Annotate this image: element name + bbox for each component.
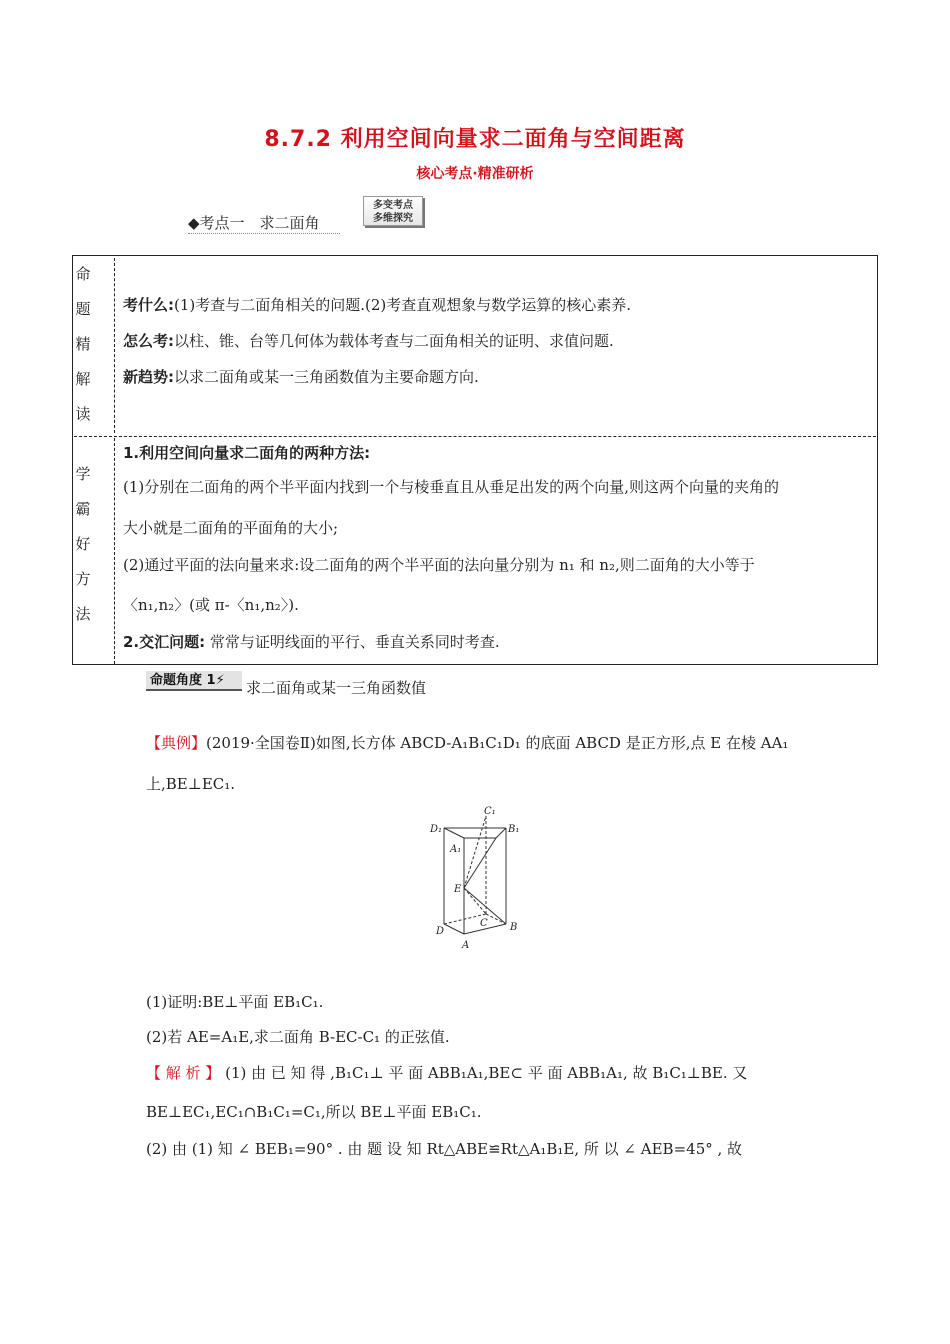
solution-line-3: (2) 由 (1) 知 ∠ BEB₁=90° . 由 题 设 知 Rt△ABE≌Rt△A₁B₁E, 所 以 ∠ AEB=45° , 故 [146,1140,743,1158]
row1-line-1 [123,295,631,315]
angle-tag [146,671,242,691]
row2-heading-2 [123,632,500,652]
row2-label [72,457,94,632]
label-bold: 考什么: [123,296,174,314]
section-badge [363,196,423,226]
example-line-1 [146,733,788,753]
page-title: 8.7.2 利用空间向量求二面角与空间距离 [264,127,686,152]
row1-line-2 [123,331,614,351]
page-subtitle: 核心考点·精准研析 [416,166,534,182]
line-text: (1)考查与二面角相关的问题.(2)考查直观想象与数学运算的核心素养. [174,296,632,314]
line-text: 常常与证明线面的平行、垂直关系同时考查. [205,633,500,651]
line-text: 以柱、锥、台等几何体为载体考查与二面角相关的证明、求值问题. [174,332,614,350]
solution-tag: 【 解 析 】 [146,1064,221,1082]
table-divider [114,438,115,664]
label-char: 题 [75,300,91,318]
example-text: (2019·全国卷Ⅱ)如图,长方体 ABCD-A₁B₁C₁D₁ 的底面 ABCD 是正方形,点 E 在棱 AA₁ [206,734,789,752]
badge-line-2: 多维探究 [373,213,413,224]
question-2: (2)若 AE=A₁E,求二面角 B-EC-C₁ 的正弦值. [146,1028,450,1046]
label-E: E [454,884,462,895]
row1-line-3 [123,367,479,387]
lightning-icon: ⚡ [215,673,225,688]
row1-label [72,257,94,432]
label-bold: 怎么考: [123,332,174,350]
table-divider [114,258,115,433]
line-text: 以求二面角或某一三角函数值为主要命题方向. [174,368,479,386]
angle-text: 求二面角或某一三角函数值 [246,679,427,697]
example-line-2: 上,BE⊥EC₁. [146,775,236,793]
badge-line-1: 多变考点 [373,200,413,211]
label-char: 霸 [75,500,91,518]
solution-line-1 [146,1063,806,1083]
label-bold: 新趋势: [123,368,174,386]
cuboid-figure [428,806,528,956]
label-D1: D₁ [430,824,443,835]
question-1: (1)证明:BE⊥平面 EB₁C₁. [146,993,324,1011]
label-char: 法 [75,605,91,623]
label-bold: 2.交汇问题: [123,633,206,651]
label-char: 解 [75,370,91,388]
table-row-divider [74,436,876,437]
label-C1: C₁ [484,806,496,817]
label-char: 学 [75,465,91,483]
label-char: 读 [75,405,91,423]
label-C: C [480,918,488,929]
row2-para-2b: 〈n₁,n₂〉(或 π-〈n₁,n₂〉). [123,596,299,614]
label-A1: A₁ [450,844,462,855]
example-tag: 【典例】 [146,734,207,752]
angle-tag-label: 命题角度 1 [150,673,216,688]
label-D: D [436,926,445,937]
label-B: B [510,922,518,933]
section-heading: ◆考点一 求二面角 [188,212,340,234]
row2-para-2a: (2)通过平面的法向量来求:设二面角的两个半平面的法向量分别为 n₁ 和 n₂,则二面角的大小等于 [123,556,755,574]
row2-para-1b: 大小就是二面角的平面角的大小; [123,519,339,537]
solution-text: (1) 由 已 知 得 ,B₁C₁⊥ 平 面 ABB₁A₁,BE⊂ 平 面 ABB₁A₁, 故 B₁C₁⊥BE. 又 [225,1064,748,1082]
label-A: A [462,940,470,951]
solution-line-2: BE⊥EC₁,EC₁∩B₁C₁=C₁,所以 BE⊥平面 EB₁C₁. [146,1103,482,1121]
label-char: 命 [75,265,91,283]
row2-para-1a: (1)分别在二面角的两个半平面内找到一个与棱垂直且从垂足出发的两个向量,则这两个向量的夹角的 [123,478,780,496]
label-char: 精 [75,335,91,353]
label-char: 方 [75,570,91,588]
label-B1: B₁ [508,824,520,835]
label-char: 好 [75,535,91,553]
row2-heading-1: 1.利用空间向量求二面角的两种方法: [123,444,371,462]
